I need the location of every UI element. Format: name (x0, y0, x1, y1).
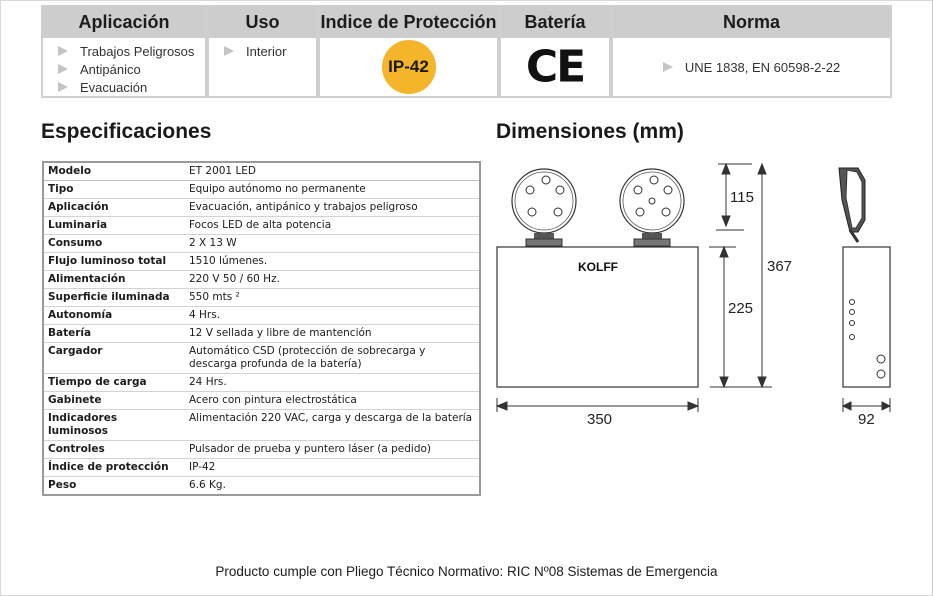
spec-value: 24 Hrs. (185, 374, 480, 392)
spec-row (43, 217, 480, 235)
aplicacion-item: Antipánico (58, 60, 205, 78)
proteccion-column (318, 5, 499, 98)
spec-row (43, 374, 480, 392)
bateria-column (499, 5, 611, 98)
spec-row (43, 441, 480, 459)
compliance-footer: Producto cumple con Pliego Técnico Normativo: RIC Nº08 Sistemas de Emergencia (215, 564, 718, 579)
spec-value: Acero con pintura electrostática (185, 392, 480, 410)
spec-value-line: descarga profunda de la batería) (189, 358, 362, 370)
spec-value: 12 V sellada y libre de mantención (185, 325, 480, 343)
spec-value: 1510 lúmenes. (185, 253, 480, 271)
spec-key: Cargador (43, 343, 185, 374)
bullet-arrow-icon (58, 64, 68, 74)
lamp-head-left (512, 169, 576, 246)
spec-value: Alimentación 220 VAC, carga y descarga de la batería (185, 410, 480, 441)
proteccion-title: Indice de Protección (320, 7, 497, 38)
spec-value: IP-42 (185, 459, 480, 477)
spec-table (42, 161, 481, 496)
bullet-arrow-icon (224, 46, 234, 56)
dim-115: 115 (730, 189, 754, 206)
spec-key: Alimentación (43, 271, 185, 289)
spec-key: Indicadores luminosos (43, 410, 185, 441)
spec-value: Equipo autónomo no permanente (185, 181, 480, 199)
aplicacion-item: Trabajos Peligrosos (58, 42, 205, 60)
norma-title: Norma (613, 7, 890, 38)
spec-key: Superficie iluminada (43, 289, 185, 307)
spec-value: 220 V 50 / 60 Hz. (185, 271, 480, 289)
norma-item: UNE 1838, EN 60598-2-22 (663, 58, 840, 76)
spec-heading: Especificaciones (41, 120, 212, 143)
spec-value: Evacuación, antipánico y trabajos peligroso (185, 199, 480, 217)
spec-row (43, 410, 480, 441)
uso-title: Uso (209, 7, 316, 38)
dim-367: 367 (767, 258, 793, 275)
spec-value (185, 343, 480, 374)
spec-row (43, 343, 480, 374)
spec-row (43, 459, 480, 477)
spec-value-line: Automático CSD (protección de sobrecarga y (189, 345, 426, 357)
spec-row (43, 289, 480, 307)
spec-key: Flujo luminoso total (43, 253, 185, 271)
spec-row (43, 162, 480, 181)
ip-rating-badge: IP-42 (382, 40, 436, 94)
norma-column (611, 5, 892, 98)
product-summary-header (41, 5, 892, 98)
lamp-head-right (620, 169, 684, 246)
spec-key: Modelo (43, 162, 185, 181)
bullet-arrow-icon (663, 62, 673, 72)
spec-value: 2 X 13 W (185, 235, 480, 253)
spec-row (43, 235, 480, 253)
dimensions-heading: Dimensiones (mm) (496, 120, 684, 143)
spec-row (43, 392, 480, 410)
spec-key: Controles (43, 441, 185, 459)
spec-key: Autonomía (43, 307, 185, 325)
spec-key: Aplicación (43, 199, 185, 217)
spec-value: ET 2001 LED (185, 162, 480, 181)
spec-key: Peso (43, 477, 185, 496)
dim-92: 92 (858, 411, 875, 428)
aplicacion-column (41, 5, 207, 98)
spec-value: Pulsador de prueba y puntero láser (a pedido) (185, 441, 480, 459)
spec-key: Luminaria (43, 217, 185, 235)
spec-row (43, 199, 480, 217)
spec-value: 6.6 Kg. (185, 477, 480, 496)
ce-mark-icon: CE (525, 41, 585, 93)
dimensions-drawing (490, 150, 910, 440)
bullet-arrow-icon (58, 46, 68, 56)
spec-key: Índice de protección (43, 459, 185, 477)
spec-key: Tiempo de carga (43, 374, 185, 392)
spec-value: 550 mts ² (185, 289, 480, 307)
spec-row (43, 271, 480, 289)
aplicacion-item: Evacuación (58, 78, 205, 96)
spec-row (43, 307, 480, 325)
spec-row (43, 253, 480, 271)
spec-key: Gabinete (43, 392, 185, 410)
dim-350: 350 (587, 411, 613, 428)
side-view (839, 168, 890, 387)
spec-row (43, 181, 480, 199)
uso-item: Interior (224, 42, 316, 60)
spec-value: Focos LED de alta potencia (185, 217, 480, 235)
uso-column (207, 5, 318, 98)
dim-225: 225 (728, 300, 754, 317)
spec-row (43, 477, 480, 496)
spec-value: 4 Hrs. (185, 307, 480, 325)
spec-key: Consumo (43, 235, 185, 253)
spec-key: Tipo (43, 181, 185, 199)
spec-row (43, 325, 480, 343)
bullet-arrow-icon (58, 82, 68, 92)
bateria-title: Batería (501, 7, 609, 38)
aplicacion-title: Aplicación (43, 7, 205, 38)
spec-key: Batería (43, 325, 185, 343)
brand-label: KOLFF (578, 260, 618, 274)
